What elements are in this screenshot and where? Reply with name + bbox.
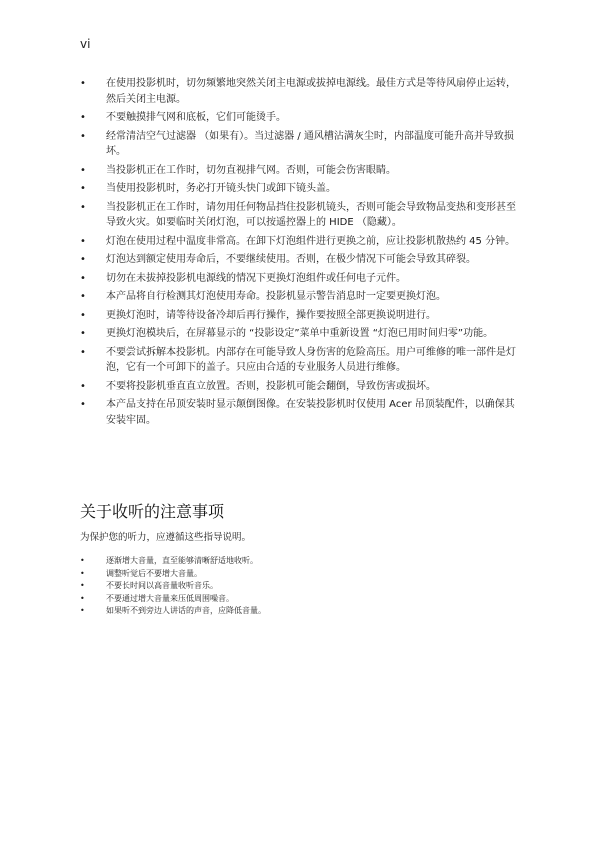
safety-item — [80, 308, 520, 324]
bullet-icon: • — [80, 593, 85, 603]
bullet-icon: • — [80, 380, 86, 392]
safety-item — [80, 379, 520, 395]
list-item-text: 不要将投影机垂直直立放置。否则，投影机可能会翻倒，导致伤害或损坏。 — [106, 380, 436, 392]
hearing-item — [80, 568, 266, 580]
safety-item — [80, 252, 520, 268]
list-item-text: 逐渐增大音量，直至能够清晰舒适地收听。 — [106, 556, 258, 565]
bullet-icon: • — [80, 556, 85, 565]
bullet-icon: • — [80, 78, 86, 89]
hearing-item — [80, 605, 266, 617]
hearing-precautions-list — [80, 555, 266, 618]
list-item-text: 经常清洁空气过滤器 （如果有）。当过滤器 / 通风槽沾满灰尘时，内部温度可能升高并导致损坏。 — [106, 130, 514, 157]
list-item-text: 灯泡达到额定使用寿命后，不要继续使用。否则，在极少情况下可能会导致其碎裂。 — [106, 254, 476, 265]
safety-item — [80, 163, 520, 179]
bullet-icon: • — [80, 254, 86, 265]
list-item-text: 调整听觉后不要增大音量。 — [106, 568, 202, 578]
hearing-item — [80, 555, 266, 567]
safety-precautions-list — [80, 76, 520, 431]
safety-item — [80, 200, 520, 231]
hearing-intro: 为保护您的听力，应遵循这些指导说明。 — [80, 532, 252, 543]
bullet-icon: • — [80, 328, 86, 339]
list-item-text: 更换灯泡模块后，在屏幕显示的 “投影设定”菜单中重新设置 “灯泡已用时间归零”功能。 — [106, 328, 494, 339]
list-item-text: 更换灯泡时，请等待设备冷却后再行操作，操作要按照全部更换说明进行。 — [106, 309, 436, 321]
safety-item — [80, 234, 520, 250]
list-item-text: 灯泡在使用过程中温度非常高。在卸下灯泡组件进行更换之前，应让投影机散热约 45 分钟。 — [106, 235, 516, 247]
list-item-text: 不要通过增大音量来压低周围噪音。 — [106, 593, 234, 603]
bullet-icon: • — [80, 272, 86, 284]
list-item-text: 如果听不到旁边人讲话的声音，应降低音量。 — [106, 606, 266, 615]
list-item-text: 不要触摸排气网和底板，它们可能烫手。 — [106, 112, 286, 123]
safety-item — [80, 289, 520, 305]
hearing-section-title: 关于收听的注意事项 — [80, 502, 225, 521]
bullet-icon: • — [80, 346, 86, 358]
bullet-icon: • — [80, 235, 86, 247]
bullet-icon: • — [80, 399, 86, 410]
bullet-icon: • — [80, 183, 86, 194]
list-item-text: 当使用投影机时，务必打开镜头快门或卸下镜头盖。 — [106, 183, 336, 194]
safety-item — [80, 345, 520, 376]
bullet-icon: • — [80, 309, 86, 321]
list-item-text: 不要尝试拆解本投影机。内部存在可能导致人身伤害的危险高压。用户可维修的唯一部件是灯泡，它有一个可卸下的盖子。只应由合适的专业服务人员进行维修。 — [106, 346, 516, 373]
safety-item — [80, 129, 520, 160]
hearing-item — [80, 580, 266, 592]
bullet-icon: • — [80, 130, 86, 142]
safety-item — [80, 110, 520, 126]
safety-item — [80, 271, 520, 287]
bullet-icon: • — [80, 291, 86, 302]
list-item-text: 当投影机正在工作时，请勿用任何物品挡住投影机镜头，否则可能会导致物品变热和变形甚至导致火灾。如要临时关闭灯泡，可以按遥控器上的 HIDE （隐藏）。 — [106, 201, 516, 228]
page-number: vi — [80, 37, 91, 51]
list-item-text: 不要长时间以高音量收听音乐。 — [106, 581, 218, 590]
safety-item — [80, 181, 520, 197]
bullet-icon: • — [80, 164, 86, 176]
bullet-icon: • — [80, 606, 85, 615]
safety-item — [80, 326, 520, 342]
bullet-icon: • — [80, 112, 86, 123]
list-item-text: 切勿在未拔掉投影机电源线的情况下更换灯泡组件或任何电子元件。 — [106, 272, 406, 284]
list-item-text: 本产品将自行检测其灯泡使用寿命。投影机显示警告消息时一定要更换灯泡。 — [106, 291, 446, 302]
safety-item — [80, 397, 520, 428]
list-item-text: 在使用投影机时，切勿频繁地突然关闭主电源或拔掉电源线。最佳方式是等待风扇停止运转，然后关闭主电源。 — [106, 78, 516, 105]
bullet-icon: • — [80, 581, 85, 590]
bullet-icon: • — [80, 201, 86, 213]
bullet-icon: • — [80, 568, 85, 578]
safety-item — [80, 76, 520, 107]
list-item-text: 当投影机正在工作时，切勿直视排气网。否则，可能会伤害眼睛。 — [106, 164, 396, 176]
hearing-item — [80, 593, 266, 605]
list-item-text: 本产品支持在吊顶安装时显示颠倒图像。在安装投影机时仅使用 Acer 吊顶装配件，以确保其安装牢固。 — [106, 399, 515, 426]
